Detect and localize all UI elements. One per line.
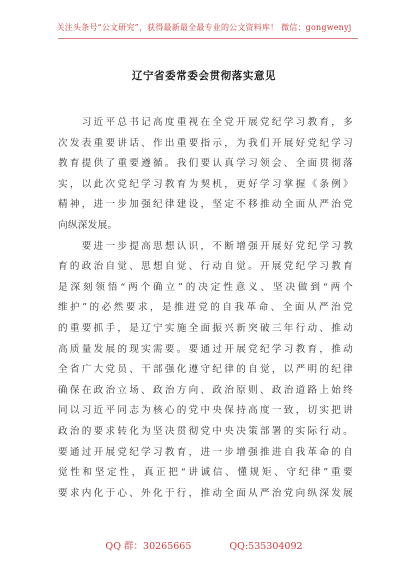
body-line: 精神，进一步加强纪律建设，坚定不移推动全面从严治党 <box>58 199 353 211</box>
body-line: 确保在政治立场、政治方向、政治原则、政治道路上始终 <box>58 384 353 396</box>
body-line: 是深刻领悟“两个确立”的决定性意义、坚决做到“两个 <box>58 281 353 293</box>
body-line: 向纵深发展。 <box>58 219 118 231</box>
body-line: 政治的要求转化为坚决贯彻党中央决策部署的实际行动。 <box>58 425 353 437</box>
body-line: 全省广大党员、干部强化遵守纪律的自觉，以严明的纪律 <box>58 364 353 376</box>
body-line: 高质量发展的现实需要。要通过开展党纪学习教育，推动 <box>58 343 353 355</box>
header-banner: 关注头条号“公文研究”，获得最新最全最专业的公文资料库！ 微信：gongwenyj <box>56 23 352 32</box>
body-line: 的重要抓手，是辽宁实施全面振兴新突破三年行动、推动 <box>58 322 353 334</box>
body-line: 育的政治自觉、思想自觉、行动自觉。开展党纪学习教育 <box>58 261 353 273</box>
body-line: 觉性和坚定性，真正把“讲诚信、懂规矩、守纪律”重要 <box>58 467 353 479</box>
body-line: 实，以此次党纪学习教育为契机，更好学习掌握《条例》 <box>58 178 353 190</box>
footer-contact <box>0 538 408 552</box>
document-title: 辽宁省委常委会贯彻落实意见 <box>131 70 277 82</box>
header-divider <box>58 38 358 39</box>
body-line: 习近平总书记高度重视在全党开展党纪学习教育，多 <box>58 117 353 128</box>
body-line: 同以习近平同志为核心的党中央保持高度一致，切实把讲 <box>58 405 353 417</box>
body-line: 教育提供了重要遵循。我们要认真学习领会、全面贯彻落 <box>58 158 353 170</box>
body-line: 要进一步提高思想认识，不断增强开展好党纪学习教 <box>58 240 353 252</box>
body-line: 次发表重要讲话、作出重要指示，为我们开展好党纪学习 <box>58 137 353 149</box>
body-line: 要通过开展党纪学习教育，进一步增强推进自我革命的自 <box>58 446 353 458</box>
footer-qq-number: QQ:535304092 <box>229 541 303 552</box>
document-body <box>58 113 353 504</box>
body-line: 要求内化于心、外化于行，推动全面从严治党向纵深发展 <box>58 487 353 499</box>
body-line: 维护”的必然要求，是推进党的自我革命、全面从严治党 <box>58 302 353 314</box>
footer-qq-group: QQ 群：30265665 <box>105 541 192 552</box>
